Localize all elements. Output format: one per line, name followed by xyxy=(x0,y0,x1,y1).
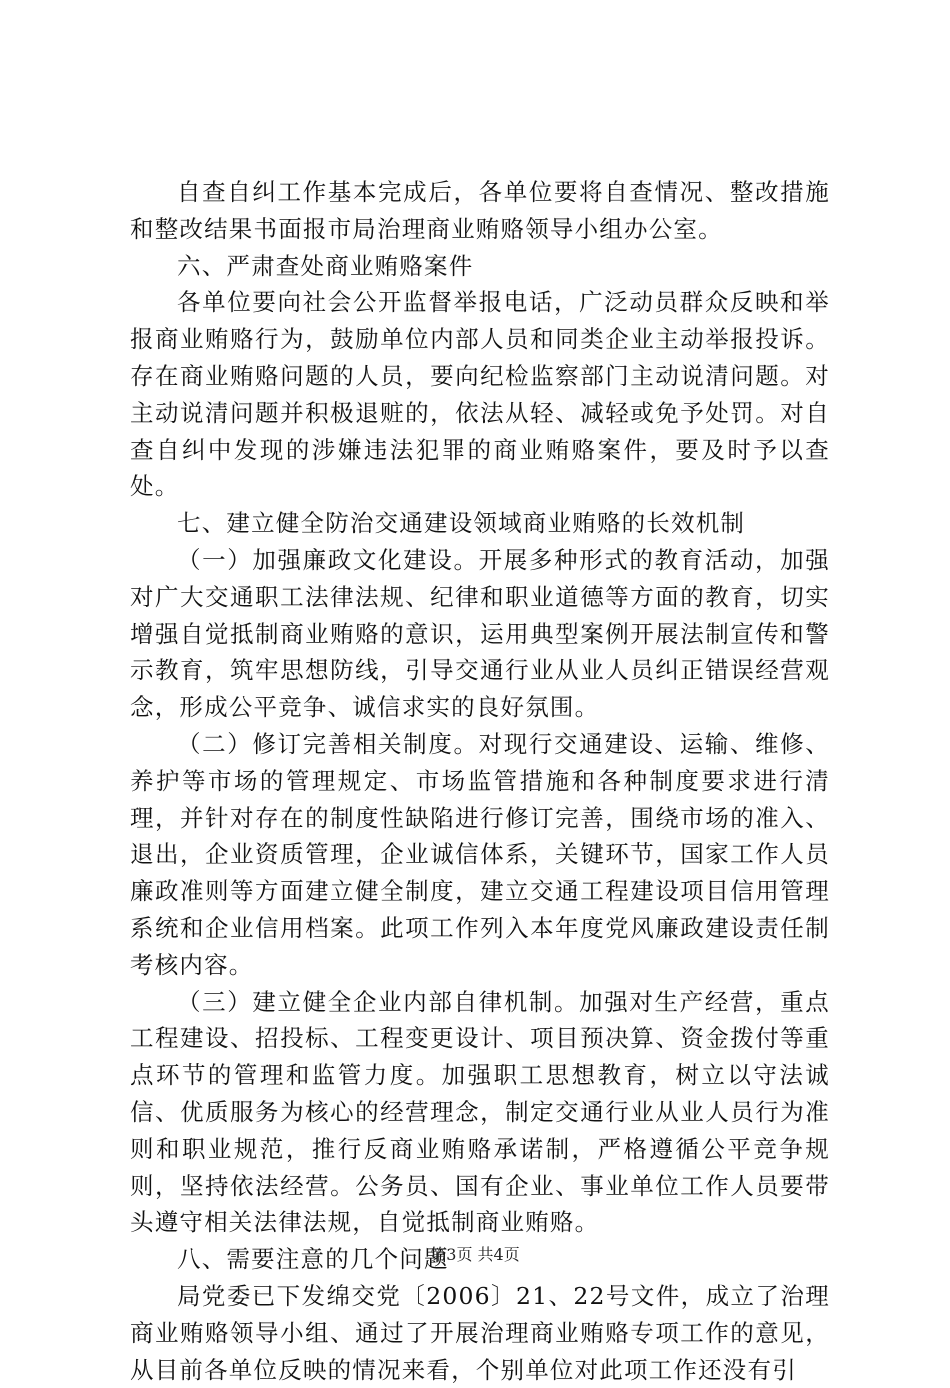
paragraph-party-documents: 局党委已下发绵交党〔2006〕21、22号文件，成立了治理商业贿赂领导小组、通过了开展治理商业贿赂专项工作的意见，从目前各单位反映的情况来看，个别单位对此项工作还没有引 xyxy=(130,1281,830,1384)
document-body xyxy=(130,174,830,1388)
paragraph-revise-systems: （二）修订完善相关制度。对现行交通建设、运输、维修、养护等市场的管理规定、市场监管措施和各种制度要求进行清理，并针对存在的制度性缺陷进行修订完善，围绕市场的准入、退出，企业资质管理，企业诚信体系，关键环节，国家工作人员廉政准则等方面建立健全制度，建立交通工程建设项目信用管理系统和企业信用档案。此项工作列入本年度党风廉政建设责任制考核内容。 xyxy=(130,729,830,979)
page-number-footer: 第3页 共4页 xyxy=(430,1245,520,1264)
paragraph-integrity-culture: （一）加强廉政文化建设。开展多种形式的教育活动，加强对广大交通职工法律法规、纪律和职业道德等方面的教育，切实增强自觉抵制商业贿赂的意识，运用典型案例开展法制宣传和警示教育，筑牢思想防线，引导交通行业从业人员纠正错误经营观念，形成公平竞争、诚信求实的良好氛围。 xyxy=(130,545,830,722)
section-heading-seven: 七、建立健全防治交通建设领域商业贿赂的长效机制 xyxy=(177,509,746,538)
paragraph-self-discipline: （三）建立健全企业内部自律机制。加强对生产经营，重点工程建设、招投标、工程变更设计、项目预决算、资金拨付等重点环节的管理和监管力度。加强职工思想教育，树立以守法诚信、优质服务为核心的经营理念，制定交通行业从业人员行为准则和职业规范，推行反商业贿赂承诺制，严格遵循公平竞争规则，坚持依法经营。公务员、国有企业、事业单位工作人员要带头遵守相关法律法规，自觉抵制商业贿赂。 xyxy=(130,987,830,1237)
paragraph-self-check-report: 自查自纠工作基本完成后，各单位要将自查情况、整改措施和整改结果书面报市局治理商业贿赂领导小组办公室。 xyxy=(130,178,830,243)
paragraph-report-hotline: 各单位要向社会公开监督举报电话，广泛动员群众反映和举报商业贿赂行为，鼓励单位内部人员和同类企业主动举报投诉。存在商业贿赂问题的人员，要向纪检监察部门主动说清问题。对主动说清问题并积极退赃的，依法从轻、减轻或免予处罚。对自查自纠中发现的涉嫌违法犯罪的商业贿赂案件，要及时予以查处。 xyxy=(130,288,830,501)
section-heading-six: 六、严肃查处商业贿赂案件 xyxy=(177,251,474,280)
section-heading-eight: 八、需要注意的几个问题 xyxy=(177,1245,449,1274)
